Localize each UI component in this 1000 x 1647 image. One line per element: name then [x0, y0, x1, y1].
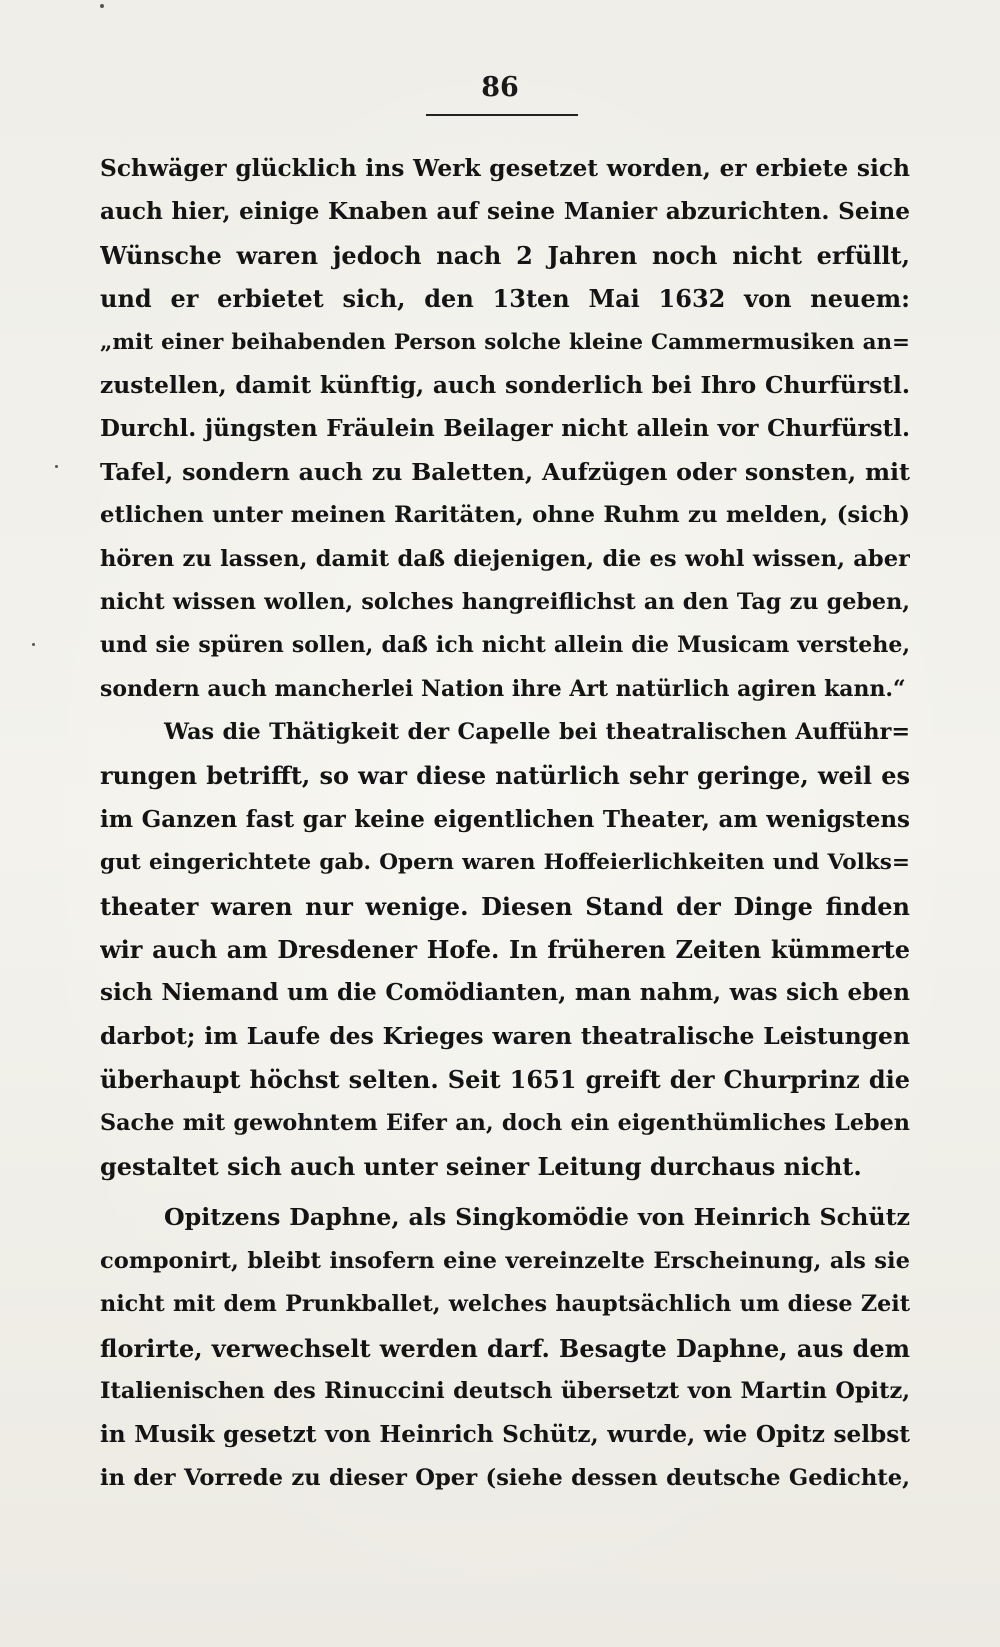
text-line: Italienischen des Rinuccini deutsch übersetzt von Martin Opitz,: [100, 1377, 910, 1404]
header-rule: [426, 114, 578, 116]
body-text: [100, 147, 910, 1500]
text-line: rungen betrifft, so war diese natürlich sehr geringe, weil es: [100, 761, 910, 791]
text-line: darbot; im Laufe des Krieges waren theatralische Leistungen: [100, 1021, 910, 1050]
paragraph: [100, 711, 910, 1188]
text-line: Sache mit gewohntem Eifer an, doch ein eigenthümliches Leben: [100, 1109, 910, 1136]
paragraph: [100, 1196, 910, 1500]
page-number: 86: [481, 72, 519, 103]
scan-speck: [55, 465, 58, 468]
text-line: überhaupt höchst selten. Seit 1651 greift der Churprinz die: [100, 1065, 910, 1095]
paragraph-gap: [100, 1188, 910, 1196]
text-line: gut eingerichtete gab. Opern waren Hoffeierlichkeiten und Volks=: [100, 850, 910, 876]
text-line: im Ganzen fast gar keine eigentlichen Theater, am wenigstens: [100, 805, 910, 833]
text-line: und er erbietet sich, den 13ten Mai 1632 von neuem:: [100, 284, 910, 314]
text-line: sich Niemand um die Comödianten, man nahm, was sich eben: [100, 979, 910, 1007]
text-line: Was die Thätigkeit der Capelle bei theatralischen Aufführ=: [164, 719, 910, 746]
text-line: Opitzens Daphne, als Singkomödie von Heinrich Schütz: [164, 1203, 910, 1232]
text-line: wir auch am Dresdener Hofe. In früheren Zeiten kümmerte: [100, 935, 910, 965]
text-line: nicht wissen wollen, solches hangreiflichst an den Tag zu geben,: [100, 588, 910, 615]
text-line: in Musik gesetzt von Heinrich Schütz, wurde, wie Opitz selbst: [100, 1421, 910, 1449]
scan-speck: [100, 4, 104, 8]
text-line: in der Vorrede zu dieser Oper (siehe dessen deutsche Gedichte,: [100, 1464, 910, 1491]
text-line: gestaltet sich auch unter seiner Leitung durchaus nicht.: [100, 1151, 862, 1181]
text-line: nicht mit dem Prunkballet, welches hauptsächlich um diese Zeit: [100, 1291, 910, 1318]
scan-speck: [32, 643, 35, 646]
text-line: „mit einer beihabenden Person solche kleine Cammermusiken an=: [100, 329, 910, 355]
text-line: sondern auch mancherlei Nation ihre Art natürlich agiren kann.“: [100, 675, 906, 702]
text-line: zustellen, damit künftig, auch sonderlich bei Ihro Churfürstl.: [100, 370, 910, 399]
text-line: etlichen unter meinen Raritäten, ohne Ruhm zu melden, (sich): [100, 502, 910, 529]
text-line: auch hier, einige Knaben auf seine Manier abzurichten. Seine: [100, 198, 910, 226]
text-line: und sie spüren sollen, daß ich nicht allein die Musicam verstehe,: [100, 632, 910, 659]
text-line: Wünsche waren jedoch nach 2 Jahren noch nicht erfüllt,: [100, 240, 910, 270]
text-line: hören zu lassen, damit daß diejenigen, die es wohl wissen, aber: [100, 545, 910, 572]
text-line: Schwäger glücklich ins Werk gesetzet worden, er erbiete sich: [100, 154, 910, 182]
paragraph: [100, 147, 910, 711]
text-line: Tafel, sondern auch zu Baletten, Aufzügen oder sonsten, mit: [100, 457, 910, 486]
text-line: componirt, bleibt insofern eine vereinzelte Erscheinung, als sie: [100, 1247, 910, 1274]
text-line: theater waren nur wenige. Diesen Stand der Dinge finden: [100, 891, 910, 921]
text-line: Durchl. jüngsten Fräulein Beilager nicht allein vor Churfürstl.: [100, 415, 910, 443]
text-line: florirte, verwechselt werden darf. Besagte Daphne, aus dem: [100, 1333, 910, 1363]
